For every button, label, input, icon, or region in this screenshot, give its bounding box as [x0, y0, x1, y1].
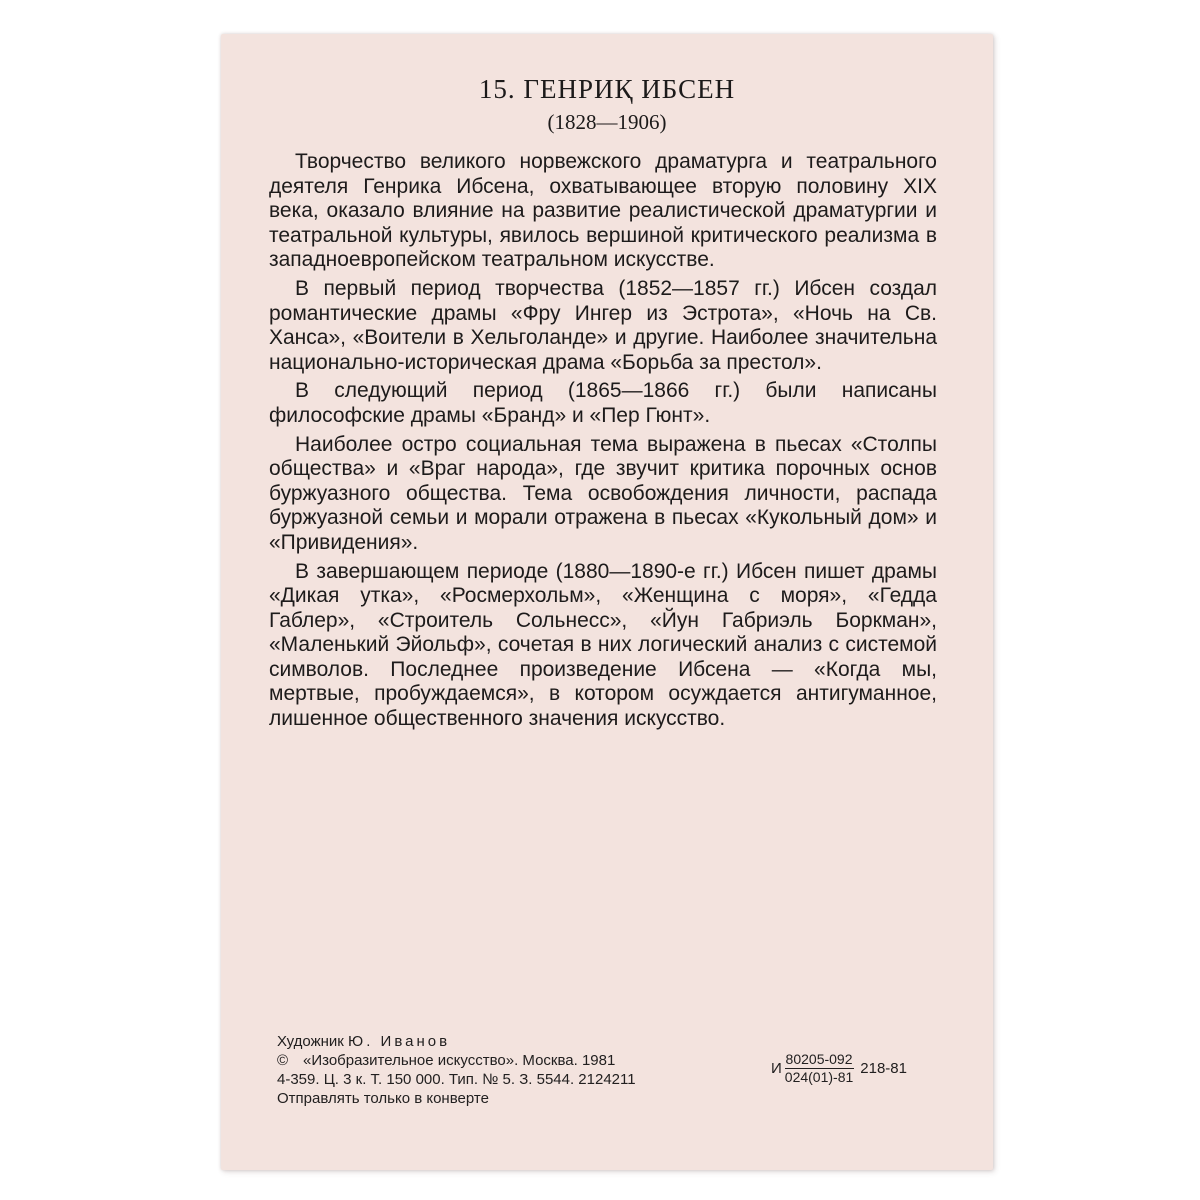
copyright-icon: ©	[277, 1052, 289, 1069]
print-info: 4-359. Ц. 3 к. Т. 150 000. Тип. № 5. З. 5544. 2124211	[277, 1071, 636, 1088]
index-suffix: 218-81	[860, 1060, 907, 1077]
paragraph: Творчество великого норвежского драматурга и театрального деятеля Генрика Ибсена, охватывающее вторую половину XIX века, оказало влияние на развитие реалистической драматургии и театральной культуры, явилось вершиной критического реализма в западноевропейском театральном искусстве.	[269, 150, 937, 272]
paragraph: Наиболее остро социальная тема выражена в пьесах «Столпы общества» и «Враг народа», где звучит критика порочных основ буржуазного общества. Тема освобождения личности, распада буржуазной семьи и морали отражена в пьесах «Кукольный дом» и «Привидения».	[269, 432, 937, 554]
mailing-note: Отправлять только в конверте	[277, 1090, 489, 1107]
index-numerator: 80205-092	[785, 1051, 853, 1067]
postcard-back	[221, 34, 993, 1170]
index-denominator: 024(01)-81	[784, 1069, 854, 1085]
artist-label: Художник	[277, 1033, 344, 1050]
artist-credit	[277, 1032, 977, 1051]
index-letter: И	[771, 1060, 782, 1077]
publisher: «Изобразительное искусство». Москва. 1981	[303, 1052, 616, 1069]
index-fraction	[784, 1051, 855, 1086]
catalog-index	[771, 1051, 907, 1086]
paragraph: В первый период творчества (1852—1857 гг.) Ибсен создал романтические драмы «Фру Ингер из Эстрота», «Ночь на Св. Ханса», «Воители в Хельголанде» и другие. Наиболее значительна национально-историческая драма «Борьба за престол».	[269, 276, 937, 374]
artist-name: Ю. Иванов	[348, 1033, 451, 1050]
biography-text	[269, 150, 937, 736]
paragraph: В следующий период (1865—1866 гг.) были написаны философские драмы «Бранд» и «Пер Гюнт».	[269, 379, 937, 427]
paragraph: В завершающем периоде (1880—1890-е гг.) Ибсен пишет драмы «Дикая утка», «Росмерхольм», «Женщина с моря», «Гедда Габлер», «Строитель Сольнесс», «Йун Габриэль Боркман», «Маленький Эйольф», сочетая в них логический анализ с системой символов. Последнее произведение Ибсена — «Когда мы, мертвые, пробуждаемся», в котором осуждается антигуманное, лишенное общественного значения искусство.	[269, 559, 937, 731]
page-title: 15. ГЕНРИҚ ИБСЕН	[478, 74, 736, 104]
life-years: (1828—1906)	[547, 110, 667, 134]
